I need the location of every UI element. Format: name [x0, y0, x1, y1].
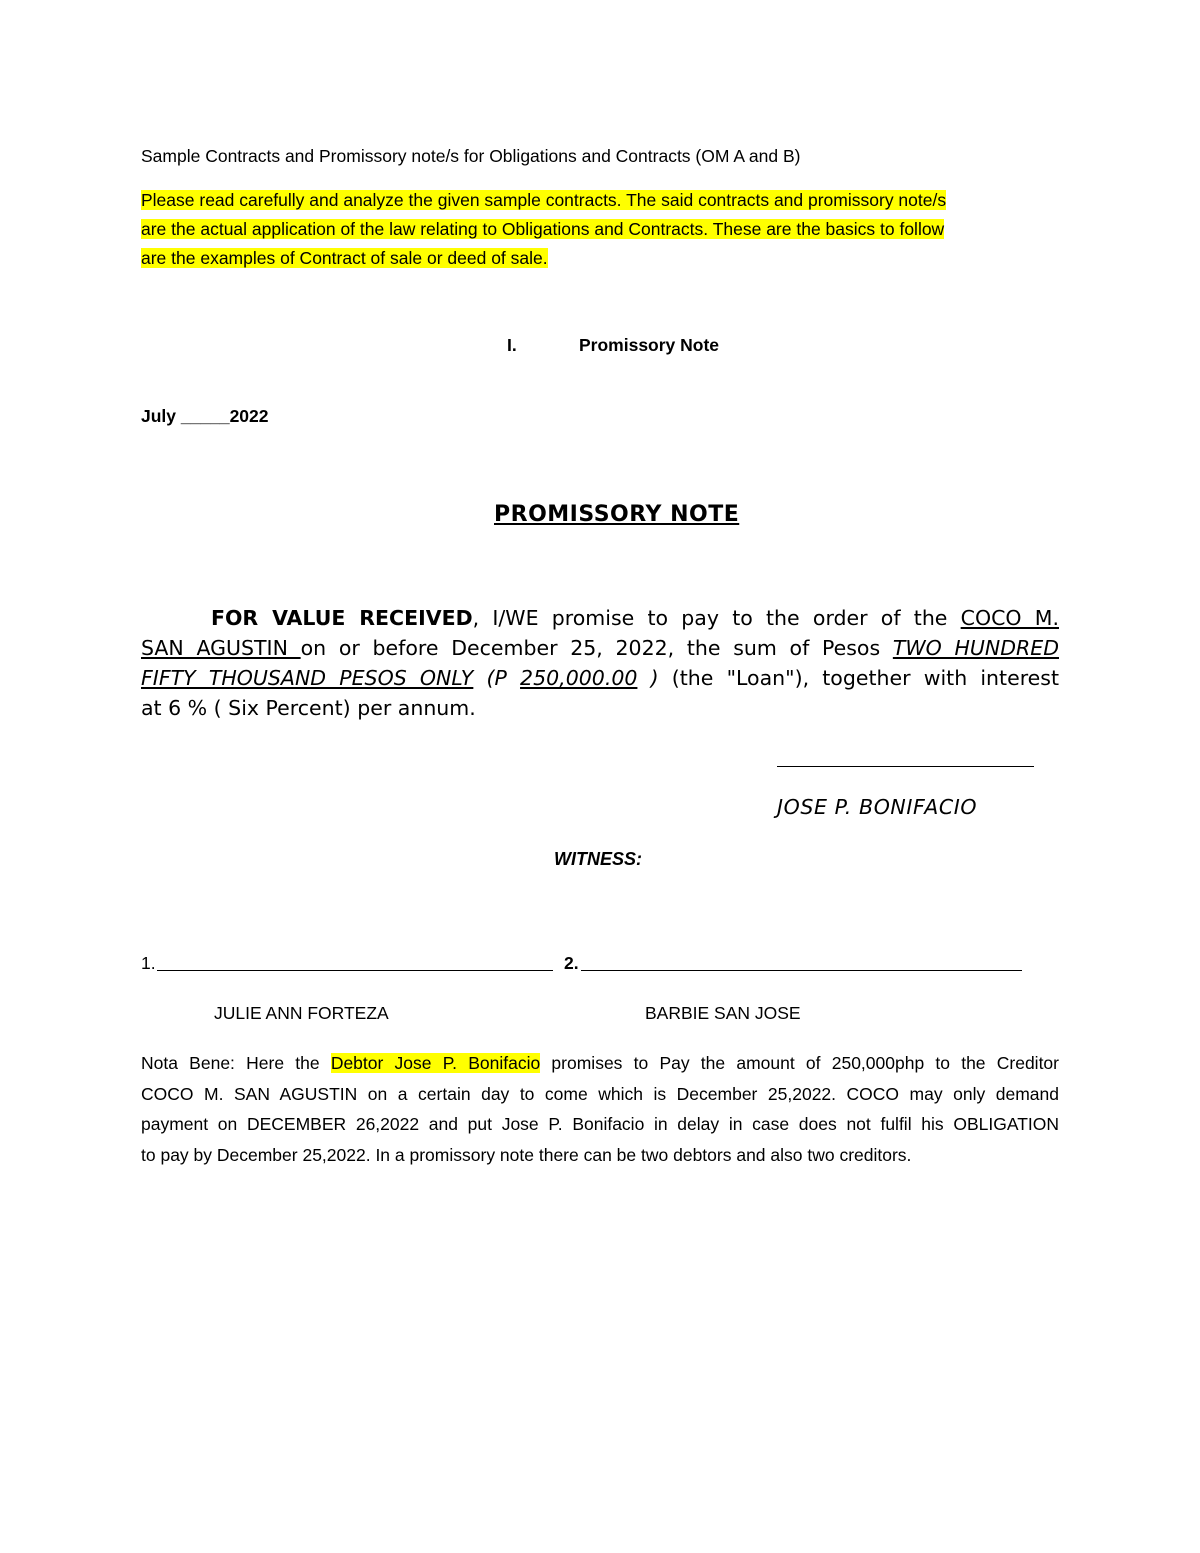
document-title: Sample Contracts and Promissory note/s for Obligations and Contracts (OM A and B) — [141, 146, 801, 166]
signature-line-witness-2 — [581, 970, 1022, 971]
creditor-name: COCO M. — [960, 606, 1059, 630]
note-body: FOR VALUE RECEIVED, I/WE promise to pay to the order of the COCO M. SAN AGUSTIN on or before December 25, 2022, the sum of Pesos TWO HUNDRED FIFTY THOUSAND PESOS ONLY (P 250,000.00 ) (the "Loan"), together with interest at 6 % ( Six Percent) per annum. — [141, 606, 1060, 720]
section-number: I. — [507, 335, 517, 355]
amount-in-words: TWO HUNDRED — [892, 636, 1059, 660]
document-date: July _____2022 — [141, 406, 269, 426]
debtor-highlight: Debtor Jose P. Bonifacio — [330, 1053, 541, 1073]
section-title: Promissory Note — [579, 335, 720, 355]
witness-1-number: 1. — [141, 953, 156, 973]
note-title: PROMISSORY NOTE — [494, 502, 740, 527]
amount-figure: 250,000.00 — [520, 666, 638, 690]
signature-line-debtor — [777, 766, 1034, 767]
for-value-received: FOR VALUE RECEIVED — [211, 606, 473, 630]
intro-line-1: Please read carefully and analyze the given sample contracts. The said contracts and promissory note/s — [141, 190, 947, 210]
intro-line-2: are the actual application of the law relating to Obligations and Contracts. These are the basics to follow — [141, 219, 945, 239]
witness-2-number: 2. — [564, 953, 579, 973]
signatory-name: JOSE P. BONIFACIO — [777, 795, 978, 819]
nota-bene: Nota Bene: Here the Debtor Jose P. Bonifacio promises to Pay the amount of 250,000php to the Creditor COCO M. SAN AGUSTIN on a certain day to come which is December 25,2022. COCO may only demand payment on DECEMBER 26,2022 and put Jose P. Bonifacio in delay in case does not fulfil his OBLIGATION to pay by December 25,2022. In a promissory note there can be two debtors and also two creditors. — [141, 1053, 1059, 1165]
witness-1-name: JULIE ANN FORTEZA — [214, 1003, 389, 1023]
signature-line-witness-1 — [157, 970, 553, 971]
witness-label: WITNESS: — [554, 849, 642, 869]
intro-line-3: are the examples of Contract of sale or deed of sale. — [141, 248, 548, 268]
witness-2-name: BARBIE SAN JOSE — [645, 1003, 801, 1023]
